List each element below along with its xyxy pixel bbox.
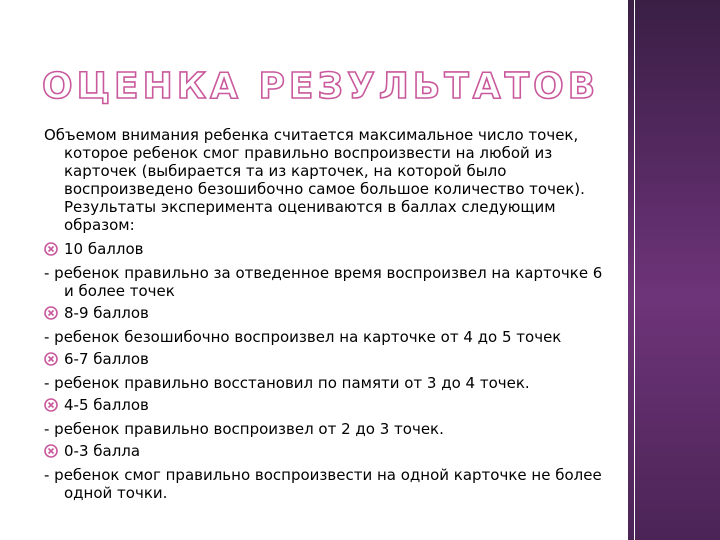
score-description: - ребенок правильно восстановил по памяти от 3 до 4 точек. [44,374,530,392]
score-bullet [44,240,604,258]
score-bullet [44,304,604,322]
decorative-side-band [628,0,720,540]
circled-x-icon [44,242,58,256]
score-description: - ребенок правильно за отведенное время воспроизвел на карточке 6 и более точек [44,264,603,300]
score-label: 8-9 баллов [64,304,149,322]
score-description: - ребенок правильно воспроизвел от 2 до 3 точек. [44,420,444,438]
score-label: 4-5 баллов [64,396,149,414]
score-label: 0-3 балла [64,442,141,460]
slide-content [44,126,604,506]
score-bullet [44,396,604,414]
decorative-line [634,0,635,540]
score-label: 10 баллов [64,240,144,258]
circled-x-icon [44,352,58,366]
circled-x-icon [44,398,58,412]
circled-x-icon [44,306,58,320]
score-bullet [44,350,604,368]
score-description: - ребенок смог правильно воспроизвести на одной карточке не более одной точки. [44,466,602,502]
circled-x-icon [44,444,58,458]
score-label: 6-7 баллов [64,350,149,368]
slide-title: ОЦЕНКА РЕЗУЛЬТАТОВ [42,66,600,107]
score-bullet [44,442,604,460]
score-description: - ребенок безошибочно воспроизвел на карточке от 4 до 5 точек [44,328,562,346]
intro-paragraph: Объемом внимания ребенка считается максимальное число точек, которое ребенок смог правильно воспроизвести на любой из карточек (выбирается та из карточек, на которой было воспроизведено безошибочно самое большое количество точек). Результаты эксперимента оцениваются в баллах следующим образом: [44,126,585,234]
